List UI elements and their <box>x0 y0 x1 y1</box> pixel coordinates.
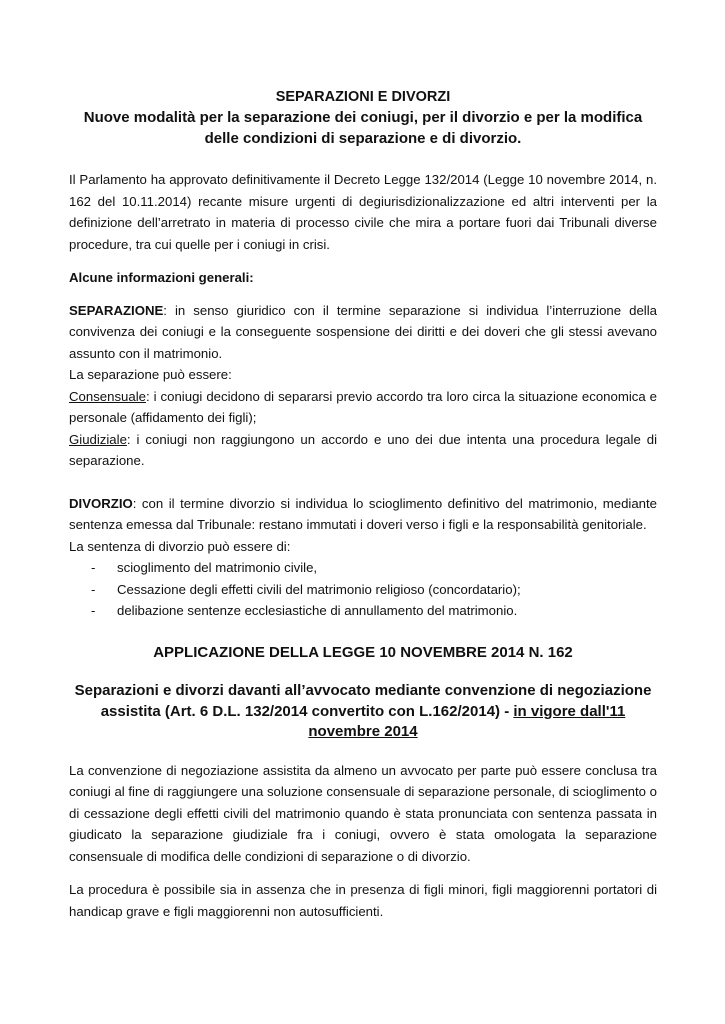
consensuale-term: Consensuale <box>69 388 146 404</box>
section-subheading <box>69 681 657 743</box>
list-item <box>69 600 657 622</box>
subheading-effective-date: in vigore dall'11 novembre 2014 <box>308 702 626 740</box>
subtitle-line-2: delle condizioni di separazione e di divorzio. <box>204 129 522 147</box>
divorzio-definition <box>69 493 657 536</box>
document-body <box>69 87 657 922</box>
subheading-text: Separazioni e divorzi davanti all’avvocato mediante convenzione di negoziazione assistita (Art. 6 D.L. 132/2014 convertito con L.162/2014) - <box>74 682 652 720</box>
intro-paragraph: Il Parlamento ha approvato definitivamente il Decreto Legge 132/2014 (Legge 10 novembre 2014, n. 162 del 10.11.2014) recante misure urgenti di degiurisdizionalizzazione ed altri interventi per la definizione dell’arretrato in materia di processo civile che mira a portare fuori dai Tribunali diverse procedure, tra cui quelle per i coniugi in crisi. <box>69 172 657 252</box>
giudiziale-paragraph <box>69 429 657 472</box>
subtitle-line-1: Nuove modalità per la separazione dei coniugi, per il divorzio e per la modifica <box>83 109 643 126</box>
list-item <box>69 557 657 579</box>
dash-bullet: - <box>91 603 96 618</box>
separazione-definition <box>69 300 657 365</box>
giudiziale-term: Giudiziale <box>69 431 127 447</box>
divorzio-term: DIVORZIO <box>69 495 133 511</box>
consensuale-paragraph <box>69 386 657 429</box>
separazione-text: : in senso giuridico con il termine separazione si individua l’interruzione della convivenza dei coniugi e la conseguente sospensione dei diritti e dei doveri che gli stessi avevano assunto con il matrimonio. <box>69 302 657 361</box>
divorzio-types-list <box>69 557 657 622</box>
consensuale-text: : i coniugi decidono di separarsi previo accordo tra loro circa la situazione economica e personale (affidamento dei figli); <box>69 388 657 425</box>
divorzio-text: : con il termine divorzio si individua lo scioglimento definitivo del matrimonio, mediante sentenza emessa dal Tribunale: restano immutati i doveri verso i figli e la responsabilità genitoriale. <box>69 495 657 532</box>
negotiation-paragraph: La convenzione di negoziazione assistita da almeno un avvocato per parte può essere conclusa tra coniugi al fine di raggiungere una soluzione consensuale di separazione personale, di scioglimento o di cessazione degli effetti civili del matrimonio quando è stata pronunciata con sentenza passata in giudicato la separazione giudiziale fra i coniugi, ovvero è stata omologata la separazione consensuale di modifica delle condizioni di separazione o di divorzio. <box>69 762 657 864</box>
separazione-types-intro: La separazione può essere: <box>69 367 232 382</box>
list-item-text: Cessazione degli effetti civili del matrimonio religioso (concordatario); <box>117 581 521 597</box>
procedure-paragraph: La procedura è possibile sia in assenza che in presenza di figli minori, figli maggiorenni portatori di handicap grave e figli maggiorenni non autosufficienti. <box>69 882 657 919</box>
general-info-heading: Alcune informazioni generali: <box>69 270 254 285</box>
dash-bullet: - <box>91 560 96 575</box>
document-subtitle <box>69 108 657 149</box>
list-item-text: scioglimento del matrimonio civile, <box>117 560 318 575</box>
section-heading: APPLICAZIONE DELLA LEGGE 10 NOVEMBRE 2014 N. 162 <box>153 643 573 661</box>
list-item-text: delibazione sentenze ecclesiastiche di annullamento del matrimonio. <box>117 603 518 618</box>
separazione-term: SEPARAZIONE <box>69 302 164 318</box>
list-item <box>69 579 657 601</box>
document-title: SEPARAZIONI E DIVORZI <box>275 89 451 105</box>
dash-bullet: - <box>91 581 96 597</box>
divorzio-types-intro: La sentenza di divorzio può essere di: <box>69 538 291 554</box>
giudiziale-text: : i coniugi non raggiungono un accordo e uno dei due intenta una procedura legale di separazione. <box>69 431 657 468</box>
